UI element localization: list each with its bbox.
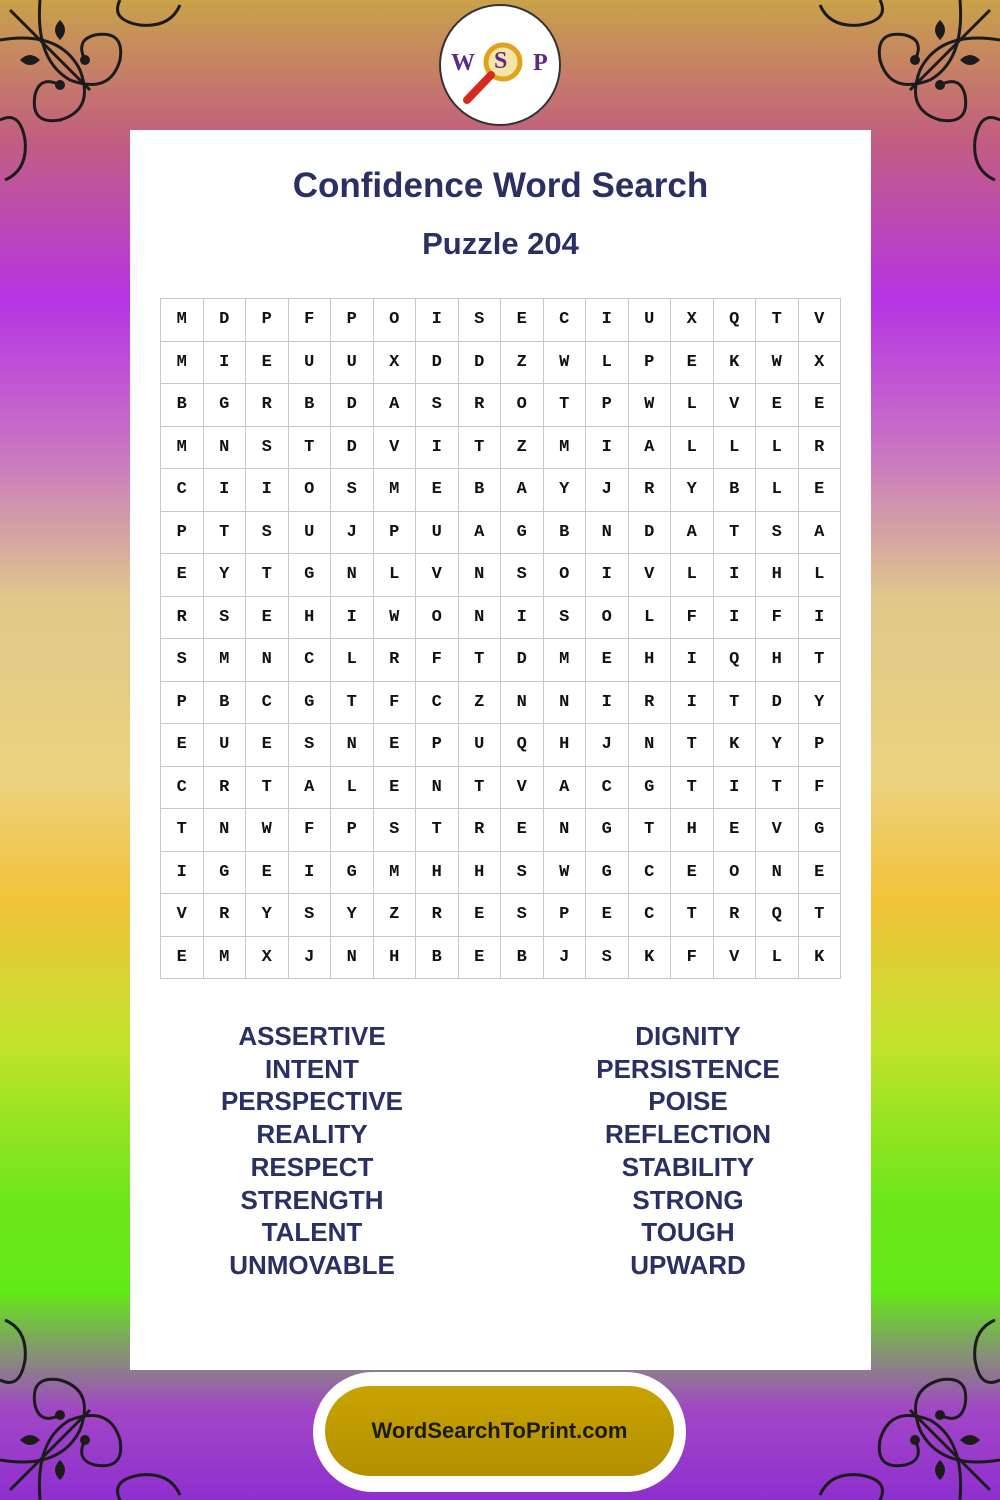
grid-cell[interactable]: E xyxy=(501,809,544,852)
grid-cell[interactable]: P xyxy=(331,809,374,852)
grid-cell[interactable]: S xyxy=(204,597,247,640)
word-list-item: STABILITY xyxy=(621,1151,755,1182)
grid-cell[interactable]: Q xyxy=(756,894,799,937)
grid-cell[interactable]: T xyxy=(629,809,672,852)
grid-cell[interactable]: L xyxy=(671,427,714,470)
grid-cell[interactable]: T xyxy=(756,767,799,810)
grid-cell[interactable]: E xyxy=(501,299,544,342)
grid-cell[interactable]: H xyxy=(374,937,417,980)
grid-cell[interactable]: R xyxy=(799,427,842,470)
grid-cell[interactable]: P xyxy=(374,512,417,555)
grid-cell[interactable]: I xyxy=(416,299,459,342)
grid-cell[interactable]: C xyxy=(629,852,672,895)
grid-cell[interactable]: W xyxy=(544,852,587,895)
grid-cell[interactable]: O xyxy=(289,469,332,512)
grid-cell[interactable]: V xyxy=(416,554,459,597)
grid-cell[interactable]: N xyxy=(544,809,587,852)
grid-cell[interactable]: R xyxy=(629,682,672,725)
grid-cell[interactable]: I xyxy=(586,427,629,470)
grid-cell[interactable]: H xyxy=(289,597,332,640)
grid-cell[interactable]: D xyxy=(459,342,502,385)
grid-cell[interactable]: B xyxy=(544,512,587,555)
grid-cell[interactable]: I xyxy=(416,427,459,470)
grid-cell[interactable]: B xyxy=(416,937,459,980)
grid-cell[interactable]: T xyxy=(331,682,374,725)
grid-cell[interactable]: E xyxy=(586,894,629,937)
logo-letter-p: P xyxy=(533,50,548,76)
word-list-item: POISE xyxy=(648,1086,728,1117)
grid-cell[interactable]: S xyxy=(289,724,332,767)
grid-cell[interactable]: X xyxy=(246,937,289,980)
grid-cell[interactable]: X xyxy=(671,299,714,342)
grid-cell[interactable]: I xyxy=(671,639,714,682)
grid-cell[interactable]: G xyxy=(501,512,544,555)
grid-cell[interactable]: S xyxy=(501,894,544,937)
grid-cell[interactable]: E xyxy=(246,342,289,385)
grid-cell[interactable]: G xyxy=(204,852,247,895)
grid-cell[interactable]: J xyxy=(586,469,629,512)
grid-cell[interactable]: V xyxy=(714,384,757,427)
grid-cell[interactable]: C xyxy=(416,682,459,725)
grid-cell[interactable]: C xyxy=(246,682,289,725)
grid-cell[interactable]: M xyxy=(204,937,247,980)
letter-grid xyxy=(160,298,841,979)
grid-cell[interactable]: T xyxy=(671,724,714,767)
grid-cell[interactable]: D xyxy=(331,427,374,470)
grid-cell[interactable]: L xyxy=(714,427,757,470)
word-list-item: PERSPECTIVE xyxy=(220,1086,404,1117)
grid-cell[interactable]: P xyxy=(544,894,587,937)
word-list-item: TOUGH xyxy=(641,1217,735,1248)
grid-cell[interactable]: S xyxy=(501,852,544,895)
grid-cell[interactable]: M xyxy=(374,469,417,512)
grid-cell[interactable]: N xyxy=(331,554,374,597)
grid-cell[interactable]: J xyxy=(544,937,587,980)
grid-cell[interactable]: C xyxy=(544,299,587,342)
grid-cell[interactable]: S xyxy=(756,512,799,555)
grid-cell[interactable]: S xyxy=(289,894,332,937)
grid-cell[interactable]: N xyxy=(501,682,544,725)
grid-cell[interactable]: S xyxy=(161,639,204,682)
grid-cell[interactable]: G xyxy=(586,852,629,895)
grid-cell[interactable]: L xyxy=(671,554,714,597)
grid-cell[interactable]: R xyxy=(416,894,459,937)
grid-cell[interactable]: E xyxy=(246,852,289,895)
grid-cell[interactable]: E xyxy=(246,597,289,640)
grid-cell[interactable]: L xyxy=(629,597,672,640)
grid-cell[interactable]: N xyxy=(204,809,247,852)
grid-cell[interactable]: N xyxy=(416,767,459,810)
grid-cell[interactable]: B xyxy=(459,469,502,512)
grid-cell[interactable]: A xyxy=(544,767,587,810)
grid-cell[interactable]: I xyxy=(586,554,629,597)
grid-cell[interactable]: E xyxy=(799,852,842,895)
grid-cell[interactable]: N xyxy=(459,597,502,640)
grid-cell[interactable]: E xyxy=(799,384,842,427)
grid-cell[interactable]: N xyxy=(544,682,587,725)
grid-cell[interactable]: L xyxy=(756,427,799,470)
grid-cell[interactable]: V xyxy=(799,299,842,342)
grid-cell[interactable]: H xyxy=(544,724,587,767)
grid-cell[interactable]: X xyxy=(374,342,417,385)
grid-cell[interactable]: T xyxy=(799,894,842,937)
grid-cell[interactable]: S xyxy=(501,554,544,597)
grid-cell[interactable]: E xyxy=(586,639,629,682)
grid-cell[interactable]: R xyxy=(204,767,247,810)
grid-cell[interactable]: N xyxy=(756,852,799,895)
grid-cell[interactable]: E xyxy=(671,852,714,895)
grid-cell[interactable]: L xyxy=(799,554,842,597)
grid-cell[interactable]: Y xyxy=(204,554,247,597)
grid-cell[interactable]: C xyxy=(629,894,672,937)
grid-cell[interactable]: V xyxy=(374,427,417,470)
grid-cell[interactable]: B xyxy=(161,384,204,427)
grid-cell[interactable]: R xyxy=(246,384,289,427)
grid-cell[interactable]: U xyxy=(416,512,459,555)
grid-cell[interactable]: S xyxy=(416,384,459,427)
grid-cell[interactable]: T xyxy=(671,894,714,937)
grid-cell[interactable]: H xyxy=(756,639,799,682)
footer-badge xyxy=(313,1372,686,1492)
grid-cell[interactable]: I xyxy=(714,554,757,597)
grid-cell[interactable]: R xyxy=(459,384,502,427)
grid-cell[interactable]: T xyxy=(756,299,799,342)
grid-cell[interactable]: I xyxy=(331,597,374,640)
grid-cell[interactable]: P xyxy=(161,682,204,725)
grid-cell[interactable]: W xyxy=(756,342,799,385)
grid-cell[interactable]: M xyxy=(374,852,417,895)
grid-cell[interactable]: U xyxy=(459,724,502,767)
grid-cell[interactable]: F xyxy=(289,299,332,342)
word-list-item: RESPECT xyxy=(250,1151,374,1182)
grid-cell[interactable]: C xyxy=(586,767,629,810)
grid-cell[interactable]: W xyxy=(544,342,587,385)
grid-cell[interactable]: T xyxy=(204,512,247,555)
grid-cell[interactable]: X xyxy=(799,342,842,385)
grid-cell[interactable]: D xyxy=(204,299,247,342)
grid-cell[interactable]: D xyxy=(416,342,459,385)
grid-cell[interactable]: P xyxy=(246,299,289,342)
grid-cell[interactable]: Y xyxy=(331,894,374,937)
grid-cell[interactable]: I xyxy=(204,469,247,512)
grid-cell[interactable]: I xyxy=(246,469,289,512)
word-list-item: REALITY xyxy=(256,1119,368,1150)
grid-cell[interactable]: V xyxy=(756,809,799,852)
grid-cell[interactable]: J xyxy=(331,512,374,555)
grid-cell[interactable]: M xyxy=(204,639,247,682)
grid-cell[interactable]: L xyxy=(756,469,799,512)
word-list-item: PERSISTENCE xyxy=(596,1053,780,1084)
grid-cell[interactable]: N xyxy=(204,427,247,470)
grid-cell[interactable]: D xyxy=(501,639,544,682)
grid-cell[interactable]: Y xyxy=(544,469,587,512)
word-list-item: UNMOVABLE xyxy=(229,1249,395,1280)
grid-cell[interactable]: T xyxy=(714,682,757,725)
grid-cell[interactable]: M xyxy=(161,342,204,385)
word-list-item: ASSERTIVE xyxy=(238,1021,386,1051)
grid-cell[interactable]: Y xyxy=(246,894,289,937)
grid-cell[interactable]: E xyxy=(374,767,417,810)
grid-cell[interactable]: L xyxy=(756,937,799,980)
word-list-item: TALENT xyxy=(261,1217,363,1248)
grid-cell[interactable]: G xyxy=(629,767,672,810)
grid-cell[interactable]: E xyxy=(416,469,459,512)
grid-cell[interactable]: D xyxy=(629,512,672,555)
word-list-item: INTENT xyxy=(265,1053,359,1084)
grid-cell[interactable]: R xyxy=(714,894,757,937)
grid-cell[interactable]: V xyxy=(629,554,672,597)
grid-cell[interactable]: M xyxy=(544,639,587,682)
grid-cell[interactable]: U xyxy=(331,342,374,385)
grid-cell[interactable]: R xyxy=(629,469,672,512)
grid-cell[interactable]: B xyxy=(204,682,247,725)
grid-cell[interactable]: F xyxy=(374,682,417,725)
grid-cell[interactable]: G xyxy=(799,809,842,852)
grid-cell[interactable]: O xyxy=(374,299,417,342)
grid-cell[interactable]: I xyxy=(714,767,757,810)
grid-cell[interactable]: S xyxy=(374,809,417,852)
grid-cell[interactable]: E xyxy=(161,554,204,597)
grid-cell[interactable]: H xyxy=(416,852,459,895)
grid-cell[interactable]: C xyxy=(289,639,332,682)
grid-cell[interactable]: K xyxy=(629,937,672,980)
puzzle-number: Puzzle 204 xyxy=(422,226,579,261)
grid-cell[interactable]: I xyxy=(714,597,757,640)
grid-cell[interactable]: R xyxy=(161,597,204,640)
grid-cell[interactable]: S xyxy=(586,937,629,980)
grid-cell[interactable]: F xyxy=(289,809,332,852)
grid-cell[interactable]: Y xyxy=(756,724,799,767)
word-list-item: REFLECTION xyxy=(604,1119,772,1150)
grid-cell[interactable]: E xyxy=(799,469,842,512)
grid-cell[interactable]: S xyxy=(246,512,289,555)
logo-letter-s: S xyxy=(494,48,508,74)
grid-cell[interactable]: U xyxy=(629,299,672,342)
site-logo[interactable] xyxy=(439,4,561,126)
grid-cell[interactable]: O xyxy=(714,852,757,895)
word-list-item: UPWARD xyxy=(630,1249,746,1280)
grid-cell[interactable]: B xyxy=(714,469,757,512)
grid-cell[interactable]: I xyxy=(799,597,842,640)
grid-cell[interactable]: B xyxy=(289,384,332,427)
grid-cell[interactable]: F xyxy=(799,767,842,810)
grid-cell[interactable]: M xyxy=(161,299,204,342)
grid-cell[interactable]: F xyxy=(671,597,714,640)
grid-cell[interactable]: H xyxy=(629,639,672,682)
grid-cell[interactable]: Z xyxy=(459,682,502,725)
grid-cell[interactable]: U xyxy=(289,342,332,385)
grid-cell[interactable]: S xyxy=(544,597,587,640)
grid-cell[interactable]: C xyxy=(161,767,204,810)
grid-cell[interactable]: K xyxy=(714,724,757,767)
grid-cell[interactable]: C xyxy=(161,469,204,512)
grid-cell[interactable]: F xyxy=(416,639,459,682)
grid-cell[interactable]: U xyxy=(289,512,332,555)
grid-cell[interactable]: Q xyxy=(501,724,544,767)
grid-cell[interactable]: A xyxy=(289,767,332,810)
grid-cell[interactable]: I xyxy=(289,852,332,895)
grid-cell[interactable]: E xyxy=(756,384,799,427)
word-list-left xyxy=(162,1020,462,1282)
grid-cell[interactable]: I xyxy=(204,342,247,385)
grid-cell[interactable]: E xyxy=(714,809,757,852)
grid-cell[interactable]: R xyxy=(374,639,417,682)
grid-cell[interactable]: T xyxy=(289,427,332,470)
word-list-right xyxy=(538,1020,838,1282)
grid-cell[interactable]: A xyxy=(501,469,544,512)
grid-cell[interactable]: G xyxy=(586,809,629,852)
grid-cell[interactable]: S xyxy=(246,427,289,470)
grid-cell[interactable]: S xyxy=(331,469,374,512)
grid-cell[interactable]: A xyxy=(629,427,672,470)
grid-cell[interactable]: G xyxy=(331,852,374,895)
grid-cell[interactable]: T xyxy=(459,427,502,470)
grid-cell[interactable]: W xyxy=(246,809,289,852)
grid-cell[interactable]: Z xyxy=(374,894,417,937)
grid-cell[interactable]: V xyxy=(501,767,544,810)
grid-cell[interactable]: V xyxy=(161,894,204,937)
grid-cell[interactable]: E xyxy=(374,724,417,767)
grid-cell[interactable]: B xyxy=(501,937,544,980)
grid-cell[interactable]: E xyxy=(161,937,204,980)
logo-letter-w: W xyxy=(451,50,475,76)
grid-cell[interactable]: N xyxy=(629,724,672,767)
grid-cell[interactable]: O xyxy=(416,597,459,640)
grid-cell[interactable]: I xyxy=(586,682,629,725)
website-link-button[interactable]: WordSearchToPrint.com xyxy=(325,1386,674,1476)
grid-cell[interactable]: A xyxy=(374,384,417,427)
grid-cell[interactable]: E xyxy=(671,342,714,385)
grid-cell[interactable]: P xyxy=(416,724,459,767)
grid-cell[interactable]: W xyxy=(374,597,417,640)
grid-cell[interactable]: U xyxy=(204,724,247,767)
grid-cell[interactable]: L xyxy=(331,639,374,682)
grid-cell[interactable]: G xyxy=(289,682,332,725)
grid-cell[interactable]: Z xyxy=(501,427,544,470)
grid-cell[interactable]: E xyxy=(459,894,502,937)
grid-cell[interactable]: M xyxy=(544,427,587,470)
grid-cell[interactable]: V xyxy=(714,937,757,980)
grid-cell[interactable]: L xyxy=(331,767,374,810)
grid-cell[interactable]: Y xyxy=(671,469,714,512)
grid-cell[interactable]: O xyxy=(586,597,629,640)
puzzle-sheet xyxy=(130,130,871,1370)
grid-cell[interactable]: N xyxy=(331,937,374,980)
grid-cell[interactable]: A xyxy=(799,512,842,555)
grid-cell[interactable]: R xyxy=(204,894,247,937)
grid-cell[interactable]: O xyxy=(544,554,587,597)
grid-cell[interactable]: F xyxy=(671,937,714,980)
grid-cell[interactable]: K xyxy=(714,342,757,385)
grid-cell[interactable]: T xyxy=(714,512,757,555)
grid-cell[interactable]: W xyxy=(629,384,672,427)
grid-cell[interactable]: Z xyxy=(501,342,544,385)
grid-cell[interactable]: Y xyxy=(799,682,842,725)
grid-cell[interactable]: H xyxy=(671,809,714,852)
puzzle-title: Confidence Word Search xyxy=(292,166,709,205)
grid-cell[interactable]: P xyxy=(586,384,629,427)
grid-cell[interactable]: Q xyxy=(714,299,757,342)
grid-cell[interactable]: P xyxy=(629,342,672,385)
word-list-item: STRONG xyxy=(632,1184,744,1215)
grid-cell[interactable]: G xyxy=(289,554,332,597)
grid-cell[interactable]: G xyxy=(204,384,247,427)
grid-cell[interactable]: R xyxy=(459,809,502,852)
grid-cell[interactable]: I xyxy=(586,299,629,342)
grid-cell[interactable]: N xyxy=(246,639,289,682)
grid-cell[interactable]: P xyxy=(331,299,374,342)
grid-cell[interactable]: I xyxy=(501,597,544,640)
grid-cell[interactable]: T xyxy=(544,384,587,427)
grid-cell[interactable]: I xyxy=(161,852,204,895)
grid-cell[interactable]: F xyxy=(756,597,799,640)
grid-cell[interactable]: M xyxy=(161,427,204,470)
grid-cell[interactable]: E xyxy=(161,724,204,767)
grid-cell[interactable]: T xyxy=(246,767,289,810)
grid-cell[interactable]: A xyxy=(459,512,502,555)
grid-cell[interactable]: J xyxy=(289,937,332,980)
grid-cell[interactable]: E xyxy=(246,724,289,767)
grid-cell[interactable]: T xyxy=(459,767,502,810)
grid-cell[interactable]: H xyxy=(756,554,799,597)
grid-cell[interactable]: T xyxy=(161,809,204,852)
grid-cell[interactable]: E xyxy=(459,937,502,980)
grid-cell[interactable]: L xyxy=(586,342,629,385)
grid-cell[interactable]: N xyxy=(331,724,374,767)
grid-cell[interactable]: H xyxy=(459,852,502,895)
grid-cell[interactable]: N xyxy=(586,512,629,555)
grid-cell[interactable]: T xyxy=(459,639,502,682)
grid-cell[interactable]: I xyxy=(671,682,714,725)
grid-cell[interactable]: O xyxy=(501,384,544,427)
grid-cell[interactable]: T xyxy=(799,639,842,682)
grid-cell[interactable]: D xyxy=(756,682,799,725)
grid-cell[interactable]: P xyxy=(799,724,842,767)
grid-cell[interactable]: A xyxy=(671,512,714,555)
word-list-item: STRENGTH xyxy=(240,1184,384,1215)
grid-cell[interactable]: D xyxy=(331,384,374,427)
grid-cell[interactable]: N xyxy=(459,554,502,597)
grid-cell[interactable]: J xyxy=(586,724,629,767)
grid-cell[interactable]: L xyxy=(374,554,417,597)
grid-cell[interactable]: T xyxy=(246,554,289,597)
grid-cell[interactable]: P xyxy=(161,512,204,555)
grid-cell[interactable]: Q xyxy=(714,639,757,682)
word-list-item: DIGNITY xyxy=(635,1021,741,1051)
grid-cell[interactable]: S xyxy=(459,299,502,342)
grid-cell[interactable]: T xyxy=(671,767,714,810)
grid-cell[interactable]: K xyxy=(799,937,842,980)
grid-cell[interactable]: T xyxy=(416,809,459,852)
grid-cell[interactable]: L xyxy=(671,384,714,427)
